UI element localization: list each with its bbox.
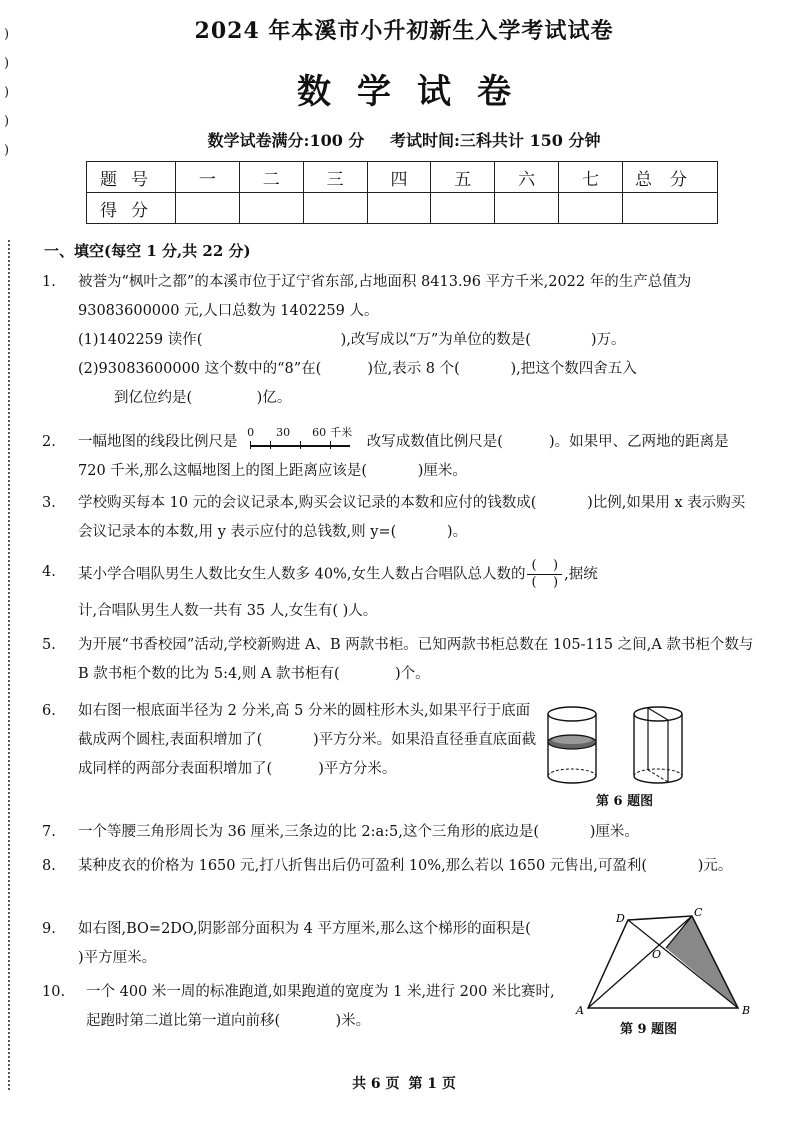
score-cell[interactable] (239, 193, 303, 224)
score-cell[interactable] (623, 193, 718, 224)
point-o-label: O (652, 948, 662, 961)
question-text: 为开展“书香校园”活动,学校新购进 A、B 两款书柜。已知两款书柜总数在 105-115 之间,A 款书柜个数与 B 款书柜个数的比为 5:4,则 A 款书柜有( )个。 (78, 637, 759, 682)
cylinder-drawing (540, 700, 690, 790)
question-text: 被誉为“枫叶之都”的本溪市位于辽宁省东部,占地面积 8413.96 平方千米,2022 年的生产总值为 93083600000 元,人口总数为 1402259 人。 (78, 274, 692, 319)
question-text: 计,合唱队男生人数一共有 35 人,女生有( )人。 (78, 603, 378, 619)
trapezoid-drawing (564, 908, 764, 1018)
score-table-score-row (87, 193, 718, 224)
question-2 (42, 426, 758, 486)
question-number: 3. (42, 495, 56, 511)
binding-margin (0, 0, 22, 1123)
binding-marks: ) ) ) ) ) (4, 27, 10, 158)
question-number: 10. (42, 984, 66, 1000)
score-cell[interactable] (559, 193, 623, 224)
figure-9-caption: 第 9 题图 (620, 1022, 678, 1037)
question-text: 学校购买每本 10 元的会议记录本,购买会议记录的本数和应付的钱数成( )比例,如果用 x 表示购买会议记录本的本数,用 y 表示应付的总钱数,则 y=( )。 (78, 495, 746, 540)
score-col-total: 总分 (623, 162, 718, 193)
exam-title: 2024 年本溪市小升初新生入学考试试卷 (194, 18, 614, 44)
score-table-label: 题号 (87, 162, 176, 193)
trapezoid-figure (564, 908, 764, 1022)
scale-label: 60 (312, 426, 327, 439)
fraction-blank (527, 558, 562, 591)
question-8 (42, 852, 758, 881)
scale-tick (330, 441, 331, 449)
total-pages: 共 6 页 (352, 1076, 400, 1092)
score-col-3: 三 (303, 162, 367, 193)
question-text: 如右图一根底面半径为 2 分米,高 5 分米的圆柱形木头,如果平行于底面截成两个圆柱,表面积增加了( )平方分米。如果沿直径垂直底面截成同样的两部分表面积增加了( )平方分米。 (78, 703, 537, 777)
exam-page (34, 0, 774, 1123)
scale-tick (250, 441, 251, 449)
cylinder-figure (540, 700, 690, 794)
question-text: ,据统 (564, 566, 598, 583)
question-number: 5. (42, 637, 56, 653)
score-cell[interactable] (431, 193, 495, 224)
question-9 (42, 915, 587, 973)
scale-label: 0 (247, 426, 255, 439)
question-number: 1. (42, 274, 56, 290)
binding-dotted-line (8, 240, 10, 1090)
score-table (86, 161, 718, 224)
scale-label: 30 (276, 426, 291, 439)
score-cell[interactable] (367, 193, 431, 224)
subject-title: 数学试卷 (297, 72, 537, 112)
scale-tick (270, 441, 271, 449)
question-7 (42, 818, 758, 847)
question-text: 某种皮衣的价格为 1650 元,打八折售出后仍可盈利 10%,那么若以 1650 元售出,可盈利( )元。 (78, 858, 733, 874)
score-cell[interactable] (176, 193, 240, 224)
question-text: 如右图,BO=2DO,阴影部分面积为 4 平方厘米,那么这个梯形的面积是( )平方厘米。 (78, 921, 587, 966)
vertex-c-label: C (694, 908, 703, 919)
question-number: 4. (42, 564, 56, 580)
section-title: 一、填空(每空 1 分,共 22 分) (44, 242, 251, 260)
figure-6-caption: 第 6 题图 (596, 794, 654, 809)
question-number: 8. (42, 858, 56, 874)
vertex-a-label: A (576, 1004, 584, 1017)
score-table-header-row (87, 162, 718, 193)
score-row-label: 得分 (87, 193, 176, 224)
exam-time: 考试时间:三科共计 150 分钟 (390, 131, 601, 150)
question-subpart: (1)1402259 读作( ),改写成以“万”为单位的数是( )万。 (78, 332, 626, 348)
question-text: 改写成数值比例尺是( )。如果甲、乙两地的距离是 720 千米,那么这幅地图上的图上距离应该是( )厘米。 (78, 434, 734, 479)
question-text: 一个 400 米一周的标准跑道,如果跑道的宽度为 1 米,进行 200 米比赛时,起跑时第二道比第一道向前移( )米。 (86, 984, 555, 1029)
full-score: 数学试卷满分:100 分 (207, 131, 365, 150)
question-5 (42, 631, 759, 689)
score-col-6: 六 (495, 162, 559, 193)
score-cell[interactable] (303, 193, 367, 224)
question-text: 一个等腰三角形周长为 36 厘米,三条边的比 2:a:5,这个三角形的底边是( )厘米。 (78, 824, 639, 840)
fraction-denominator: ( ) (531, 575, 559, 590)
question-number: 9. (42, 921, 56, 937)
question-number: 7. (42, 824, 56, 840)
question-text: 一幅地图的线段比例尺是 (78, 434, 238, 450)
question-10 (42, 978, 556, 1036)
score-col-1: 一 (176, 162, 240, 193)
question-3 (42, 489, 758, 547)
score-cell[interactable] (495, 193, 559, 224)
score-col-2: 二 (239, 162, 303, 193)
question-4 (42, 558, 758, 626)
score-col-4: 四 (367, 162, 431, 193)
page-number: 第 1 页 (408, 1076, 456, 1092)
question-1 (42, 268, 758, 413)
line-scale (246, 426, 358, 453)
scale-tick (300, 441, 301, 449)
score-col-7: 七 (559, 162, 623, 193)
score-col-5: 五 (431, 162, 495, 193)
exam-info (34, 128, 774, 151)
scale-unit: 千米 (330, 426, 353, 439)
question-number: 6. (42, 703, 56, 719)
question-subpart: (2)93083600000 这个数中的“8”在( )位,表示 8 个( ),把这个数四舍五入 (78, 361, 637, 377)
question-text: 某小学合唱队男生人数比女生人数多 40%,女生人数占合唱队总人数的 (78, 566, 526, 583)
vertex-b-label: B (742, 1004, 751, 1017)
question-subpart: 到亿位约是( )亿。 (114, 390, 292, 406)
question-number: 2. (42, 434, 56, 450)
page-footer (34, 1073, 774, 1093)
question-6 (42, 697, 538, 784)
vertex-d-label: D (616, 912, 625, 925)
fraction-numerator: ( ) (527, 558, 562, 575)
